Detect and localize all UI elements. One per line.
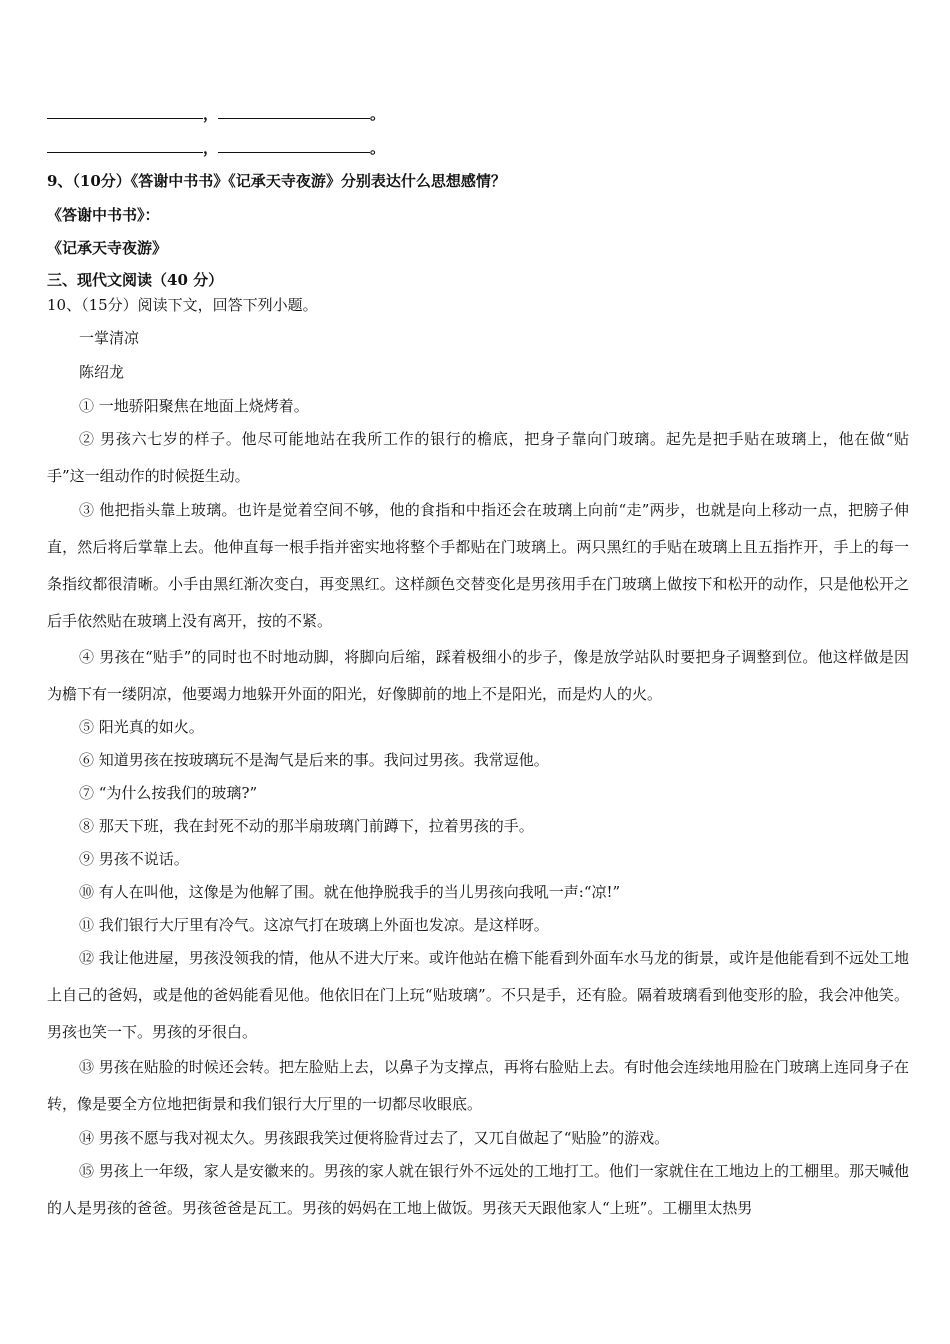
passage-paragraph-4: ④ 男孩在“贴手”的同时也不时地动脚，将脚向后缩，踩着极细小的步子，像是放学站队时要把身子调整到位。他这样做是因为檐下有一缕阴凉，他要竭力地躲开外面的阳光，好像脚前的地上不是阳光，而是灼人的火。 <box>47 648 909 703</box>
passage-paragraph-7: ⑦ “为什么按我们的玻璃?” <box>79 784 258 802</box>
passage-paragraph-8: ⑧ 那天下班，我在封死不动的那半扇玻璃门前蹲下，拉着男孩的手。 <box>79 817 534 835</box>
period: 。 <box>370 105 386 123</box>
answer-blank-row-2 <box>47 137 385 159</box>
separator: ， <box>203 105 219 123</box>
passage-paragraph-1: ① 一地骄阳聚焦在地面上烧烤着。 <box>79 397 309 415</box>
section-3-heading: 三、现代文阅读（40 分） <box>47 271 224 289</box>
passage-paragraph-15: ⑮ 男孩上一年级，家人是安徽来的。男孩的家人就在银行外不远处的工地打工。他们一家就住在工地边上的工棚里。那天喊他的人是男孩的爸爸。男孩爸爸是瓦工。男孩的妈妈在工地上做饭。男孩天天跟他家人“上班”。工棚里太热男 <box>47 1162 909 1217</box>
answer-blank[interactable] <box>218 137 370 153</box>
passage-paragraph-12: ⑫ 我让他进屋，男孩没领我的情，他从不进大厅来。或许他站在檐下能看到外面车水马龙的街景，或许是他能看到不远处工地上自己的爸妈，或是他的爸妈能看见他。他依旧在门上玩“贴玻璃”。不只是手，还有脸。隔着玻璃看到他变形的脸，我会冲他笑。男孩也笑一下。男孩的牙很白。 <box>47 949 909 1041</box>
question-10-stem: 10、（15分）阅读下文，回答下列小题。 <box>47 296 318 314</box>
passage-paragraph-6: ⑥ 知道男孩在按玻璃玩不是淘气是后来的事。我问过男孩。我常逗他。 <box>79 751 549 769</box>
question-9-answer-1: 《答谢中书书》： <box>47 206 160 224</box>
passage-paragraph-5: ⑤ 阳光真的如火。 <box>79 718 204 736</box>
answer-blank[interactable] <box>47 137 203 153</box>
passage-paragraph-11: ⑪ 我们银行大厅里有冷气。这凉气打在玻璃上外面也发凉。是这样呀。 <box>79 916 549 934</box>
passage-paragraph-3: ③ 他把指头靠上玻璃。也许是觉着空间不够，他的食指和中指还会在玻璃上向前“走”两步，也就是向上移动一点，把膀子伸直，然后将后掌靠上去。他伸直每一根手指并密实地将整个手都贴在门玻璃上。两只黑红的手贴在玻璃上且五指拃开，手上的每一条指纹都很清晰。小手由黑红渐次变白，再变黑红。这样颜色交替变化是男孩用手在门玻璃上做按下和松开的动作，只是他松开之后手依然贴在玻璃上没有离开，按的不紧。 <box>47 501 909 630</box>
passage-title: 一掌清凉 <box>79 329 140 347</box>
passage-paragraph-10: ⑩ 有人在叫他，这像是为他解了围。就在他挣脱我手的当儿男孩向我吼一声:“凉!” <box>79 883 621 901</box>
passage-author: 陈绍龙 <box>79 363 125 381</box>
passage-paragraph-2: ② 男孩六七岁的样子。他尽可能地站在我所工作的银行的檐底，把身子靠向门玻璃。起先是把手贴在玻璃上，他在做“贴手”这一组动作的时候挺生动。 <box>47 430 909 485</box>
passage-paragraph-9: ⑨ 男孩不说话。 <box>79 850 189 868</box>
period: 。 <box>370 139 386 157</box>
answer-blank-row-1 <box>47 103 385 125</box>
separator: ， <box>203 139 219 157</box>
question-9-stem: 9、（10分）《答谢中书书》《记承天寺夜游》分别表达什么思想感情？ <box>47 172 506 190</box>
passage-paragraph-14: ⑭ 男孩不愿与我对视太久。男孩跟我笑过便将脸背过去了，又兀自做起了“贴脸”的游戏。 <box>79 1129 670 1147</box>
passage-paragraph-13: ⑬ 男孩在贴脸的时候还会转。把左脸贴上去，以鼻子为支撑点，再将右脸贴上去。有时他会连续地用脸在门玻璃上连同身子在转，像是要全方位地把街景和我们银行大厅里的一切都尽收眼底。 <box>47 1058 909 1113</box>
question-9-answer-2: 《记承天寺夜游》 <box>47 239 168 257</box>
answer-blank[interactable] <box>218 103 370 119</box>
answer-blank[interactable] <box>47 103 203 119</box>
